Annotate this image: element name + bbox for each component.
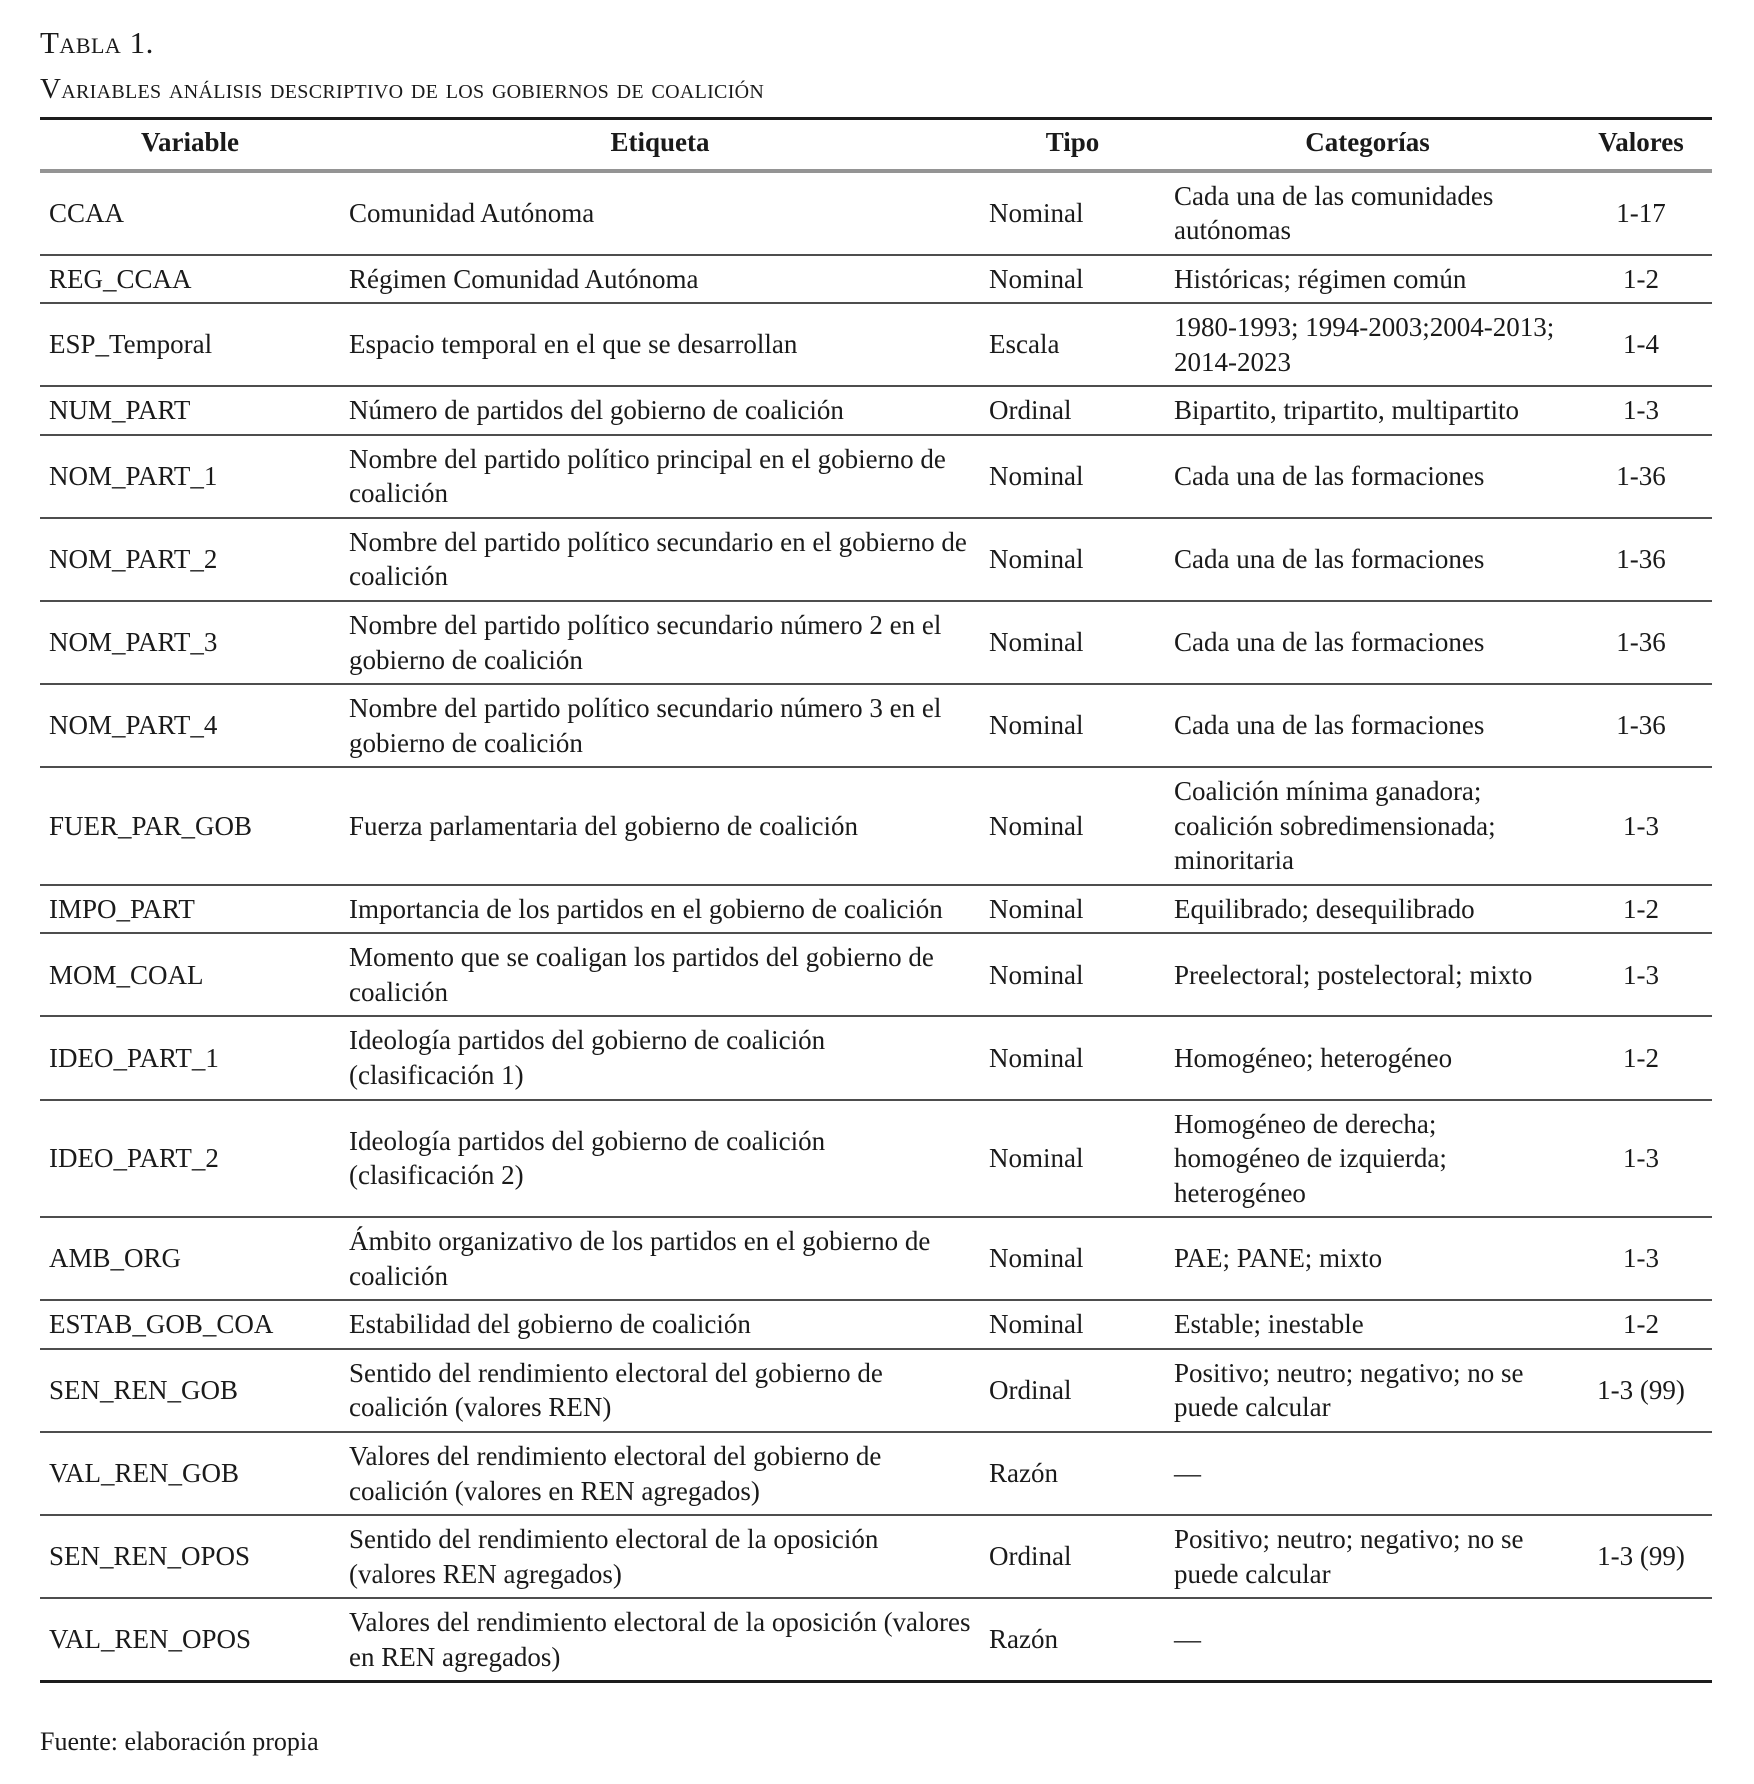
table-row — [40, 386, 1712, 435]
cell-etiqueta: Valores del rendimiento electoral del gobierno de coalición (valores en REN agregados) — [340, 1432, 980, 1515]
table-row — [40, 435, 1712, 518]
cell-tipo: Nominal — [980, 601, 1165, 684]
cell-tipo: Razón — [980, 1432, 1165, 1515]
cell-tipo: Ordinal — [980, 386, 1165, 435]
column-header-tipo: Tipo — [980, 119, 1165, 171]
cell-tipo: Nominal — [980, 255, 1165, 304]
cell-valores: 1-2 — [1570, 1300, 1712, 1349]
column-header-variable: Variable — [40, 119, 340, 171]
header-row — [40, 119, 1712, 171]
cell-tipo: Nominal — [980, 518, 1165, 601]
cell-categorias: PAE; PANE; mixto — [1165, 1217, 1570, 1300]
cell-variable: AMB_ORG — [40, 1217, 340, 1300]
table-row — [40, 518, 1712, 601]
cell-valores: 1-3 — [1570, 933, 1712, 1016]
cell-categorias: — — [1174, 1624, 1201, 1655]
cell-etiqueta: Momento que se coaligan los partidos del gobierno de coalición — [340, 933, 980, 1016]
cell-variable: IDEO_PART_2 — [40, 1100, 340, 1218]
cell-etiqueta: Nombre del partido político secundario en el gobierno de coalición — [340, 518, 980, 601]
cell-etiqueta: Importancia de los partidos en el gobierno de coalición — [340, 885, 980, 934]
table-row — [40, 885, 1712, 934]
cell-valores: 1-3 (99) — [1570, 1349, 1712, 1432]
cell-categorias: Positivo; neutro; negativo; no se puede calcular — [1165, 1515, 1570, 1598]
table-row — [40, 767, 1712, 885]
cell-categorias: Homogéneo; heterogéneo — [1165, 1016, 1570, 1099]
cell-valores — [1570, 1432, 1712, 1515]
cell-categorias: Positivo; neutro; negativo; no se puede calcular — [1165, 1349, 1570, 1432]
cell-etiqueta: Régimen Comunidad Autónoma — [340, 255, 980, 304]
table-row — [40, 684, 1712, 767]
cell-valores: 1-36 — [1570, 601, 1712, 684]
cell-valores: 1-36 — [1570, 518, 1712, 601]
cell-etiqueta: Estabilidad del gobierno de coalición — [340, 1300, 980, 1349]
table-row — [40, 171, 1712, 255]
cell-valores: 1-36 — [1570, 435, 1712, 518]
table-header — [40, 119, 1712, 171]
table-row — [40, 1217, 1712, 1300]
cell-etiqueta: Nombre del partido político secundario número 2 en el gobierno de coalición — [340, 601, 980, 684]
cell-valores: 1-3 — [1570, 767, 1712, 885]
cell-etiqueta: Nombre del partido político principal en el gobierno de coalición — [340, 435, 980, 518]
title-block — [40, 24, 1712, 107]
table-title: Variables análisis descriptivo de los gobiernos de coalición — [40, 72, 765, 105]
cell-variable: NOM_PART_4 — [40, 684, 340, 767]
cell-variable: IDEO_PART_1 — [40, 1016, 340, 1099]
cell-valores: 1-3 (99) — [1570, 1515, 1712, 1598]
cell-variable: SEN_REN_OPOS — [40, 1515, 340, 1598]
cell-categorias: Cada una de las formaciones — [1165, 601, 1570, 684]
column-header-etiqueta: Etiqueta — [340, 119, 980, 171]
cell-valores: 1-2 — [1570, 1016, 1712, 1099]
cell-categorias: 1980-1993; 1994-2003;2004-2013; 2014-2023 — [1165, 303, 1570, 386]
cell-variable: NOM_PART_1 — [40, 435, 340, 518]
table-row — [40, 1100, 1712, 1218]
cell-valores: 1-2 — [1570, 255, 1712, 304]
cell-categorias: Cada una de las formaciones — [1165, 518, 1570, 601]
cell-valores: 1-2 — [1570, 885, 1712, 934]
cell-categorias: Cada una de las formaciones — [1165, 435, 1570, 518]
cell-etiqueta: Ideología partidos del gobierno de coalición (clasificación 2) — [340, 1100, 980, 1218]
cell-categorias: Coalición mínima ganadora; coalición sobredimensionada; minoritaria — [1165, 767, 1570, 885]
cell-variable: IMPO_PART — [40, 885, 340, 934]
table-row — [40, 601, 1712, 684]
table-row — [40, 933, 1712, 1016]
cell-categorias: Cada una de las comunidades autónomas — [1165, 171, 1570, 255]
column-header-valores: Valores — [1570, 119, 1712, 171]
cell-etiqueta: Nombre del partido político secundario número 3 en el gobierno de coalición — [340, 684, 980, 767]
cell-valores: 1-3 — [1570, 1100, 1712, 1218]
cell-tipo: Nominal — [980, 885, 1165, 934]
cell-etiqueta: Número de partidos del gobierno de coalición — [340, 386, 980, 435]
cell-categorias: Estable; inestable — [1165, 1300, 1570, 1349]
cell-variable: NUM_PART — [40, 386, 340, 435]
cell-categorias: — — [1165, 1432, 1570, 1515]
cell-valores — [1570, 1598, 1712, 1682]
cell-variable: NOM_PART_3 — [40, 601, 340, 684]
table-row — [40, 1300, 1712, 1349]
cell-tipo: Ordinal — [980, 1349, 1165, 1432]
cell-categorias: Históricas; régimen común — [1165, 255, 1570, 304]
cell-etiqueta: Sentido del rendimiento electoral del gobierno de coalición (valores REN) — [340, 1349, 980, 1432]
cell-tipo: Nominal — [980, 684, 1165, 767]
cell-variable: SEN_REN_GOB — [40, 1349, 340, 1432]
cell-variable: VAL_REN_GOB — [40, 1432, 340, 1515]
cell-valores: 1-4 — [1570, 303, 1712, 386]
cell-variable: REG_CCAA — [40, 255, 340, 304]
table-number: Tabla 1. — [40, 25, 154, 60]
cell-valores: 1-36 — [1570, 684, 1712, 767]
table-row — [40, 1598, 1712, 1682]
cell-valores: 1-3 — [1570, 1217, 1712, 1300]
cell-etiqueta: Valores del rendimiento electoral de la oposición (valores en REN agregados) — [349, 1607, 971, 1672]
table-row — [40, 1349, 1712, 1432]
table-row — [40, 303, 1712, 386]
table-row — [40, 255, 1712, 304]
cell-tipo: Escala — [980, 303, 1165, 386]
cell-categorias: Cada una de las formaciones — [1165, 684, 1570, 767]
cell-tipo: Nominal — [980, 767, 1165, 885]
cell-variable: FUER_PAR_GOB — [40, 767, 340, 885]
cell-etiqueta: Sentido del rendimiento electoral de la oposición (valores REN agregados) — [340, 1515, 980, 1598]
table-row — [40, 1016, 1712, 1099]
source-note: Fuente: elaboración propia — [40, 1727, 319, 1757]
cell-tipo: Nominal — [980, 933, 1165, 1016]
cell-etiqueta: Fuerza parlamentaria del gobierno de coalición — [340, 767, 980, 885]
cell-categorias: Preelectoral; postelectoral; mixto — [1165, 933, 1570, 1016]
cell-variable: CCAA — [40, 171, 340, 255]
cell-tipo: Nominal — [980, 171, 1165, 255]
cell-etiqueta: Ideología partidos del gobierno de coalición (clasificación 1) — [340, 1016, 980, 1099]
cell-etiqueta: Comunidad Autónoma — [340, 171, 980, 255]
cell-variable: ESP_Temporal — [40, 303, 340, 386]
cell-variable: NOM_PART_2 — [40, 518, 340, 601]
cell-variable: ESTAB_GOB_COA — [40, 1300, 340, 1349]
cell-tipo: Razón — [989, 1624, 1058, 1655]
cell-tipo: Nominal — [980, 1217, 1165, 1300]
cell-valores: 1-3 — [1570, 386, 1712, 435]
cell-categorias: Bipartito, tripartito, multipartito — [1165, 386, 1570, 435]
cell-etiqueta: Espacio temporal en el que se desarrollan — [340, 303, 980, 386]
cell-tipo: Ordinal — [980, 1515, 1165, 1598]
cell-tipo: Nominal — [980, 1100, 1165, 1218]
cell-categorias: Homogéneo de derecha; homogéneo de izquierda; heterogéneo — [1165, 1100, 1570, 1218]
cell-variable: VAL_REN_OPOS — [49, 1624, 252, 1655]
table-row — [40, 1432, 1712, 1515]
column-header-categorias: Categorías — [1165, 119, 1570, 171]
cell-variable: MOM_COAL — [40, 933, 340, 1016]
variables-table — [40, 117, 1712, 1683]
cell-etiqueta: Ámbito organizativo de los partidos en el gobierno de coalición — [340, 1217, 980, 1300]
cell-valores: 1-17 — [1570, 171, 1712, 255]
table-row — [40, 1515, 1712, 1598]
cell-tipo: Nominal — [980, 1016, 1165, 1099]
cell-tipo: Nominal — [980, 1300, 1165, 1349]
cell-tipo: Nominal — [980, 435, 1165, 518]
cell-categorias: Equilibrado; desequilibrado — [1165, 885, 1570, 934]
table-body — [40, 171, 1712, 1682]
